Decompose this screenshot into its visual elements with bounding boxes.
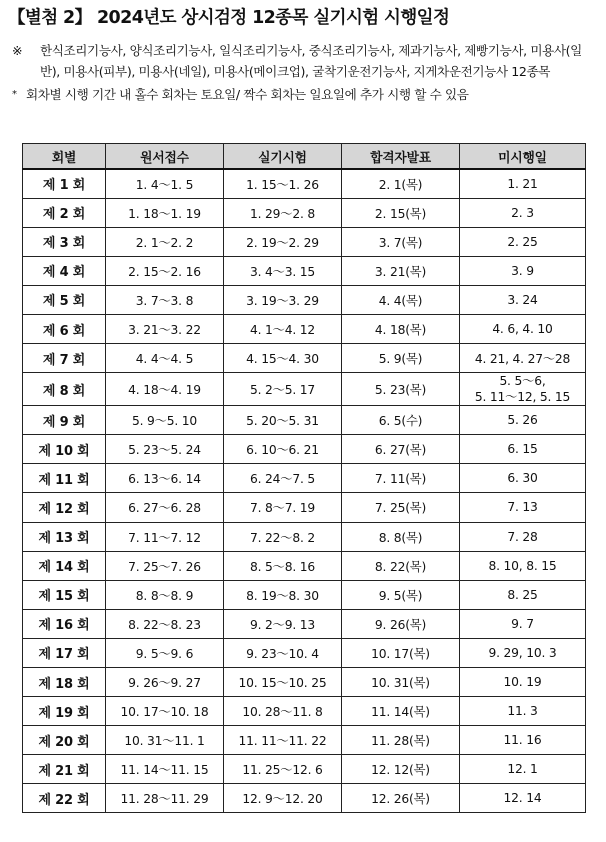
result-date-cell: 9. 26(목) xyxy=(342,609,460,638)
round-cell: 제 20 회 xyxy=(23,726,106,755)
application-period-cell: 4. 18～4. 19 xyxy=(106,373,224,406)
application-period-cell: 11. 14～11. 15 xyxy=(106,755,224,784)
application-period-cell: 10. 31～11. 1 xyxy=(106,726,224,755)
table-row xyxy=(23,373,586,406)
table-row xyxy=(23,668,586,697)
application-period-cell: 11. 28～11. 29 xyxy=(106,784,224,813)
result-date-cell: 4. 4(목) xyxy=(342,285,460,314)
non-exam-days-cell: 4. 21, 4. 27～28 xyxy=(460,344,586,373)
round-cell: 제 19 회 xyxy=(23,697,106,726)
result-date-cell: 5. 9(목) xyxy=(342,344,460,373)
application-period-cell: 10. 17～10. 18 xyxy=(106,697,224,726)
table-row xyxy=(23,697,586,726)
table-row xyxy=(23,169,586,198)
result-date-cell: 5. 23(목) xyxy=(342,373,460,406)
asterisk-icon: * xyxy=(12,89,17,100)
non-exam-days-cell: 2. 25 xyxy=(460,227,586,256)
table-row xyxy=(23,256,586,285)
table-row xyxy=(23,755,586,784)
exam-period-cell: 9. 23～10. 4 xyxy=(224,638,342,667)
target-items-note xyxy=(12,40,598,82)
non-exam-days-cell: 7. 13 xyxy=(460,493,586,522)
exam-period-cell: 3. 4～3. 15 xyxy=(224,256,342,285)
non-exam-days-cell: 6. 30 xyxy=(460,464,586,493)
non-exam-days-cell: 10. 19 xyxy=(460,668,586,697)
round-cell: 제 10 회 xyxy=(23,435,106,464)
non-exam-days-cell: 8. 25 xyxy=(460,580,586,609)
round-cell: 제 3 회 xyxy=(23,227,106,256)
result-date-cell: 8. 8(목) xyxy=(342,522,460,551)
exam-period-cell: 3. 19～3. 29 xyxy=(224,285,342,314)
non-exam-days-cell: 5. 26 xyxy=(460,406,586,435)
exam-period-cell: 4. 1～4. 12 xyxy=(224,314,342,343)
table-row xyxy=(23,522,586,551)
round-cell: 제 21 회 xyxy=(23,755,106,784)
result-date-cell: 2. 15(목) xyxy=(342,198,460,227)
table-row xyxy=(23,198,586,227)
application-period-cell: 8. 22～8. 23 xyxy=(106,609,224,638)
table-row xyxy=(23,726,586,755)
application-period-cell: 6. 27～6. 28 xyxy=(106,493,224,522)
application-period-cell: 3. 7～3. 8 xyxy=(106,285,224,314)
target-items-text: 한식조리기능사, 양식조리기능사, 일식조리기능사, 중식조리기능사, 제과기능사, 제빵기능사, 미용사(일반), 미용사(피부), 미용사(네일), 미용사(메이크업), 굴착기운전기능사, 지게차운전기능사 12종목 xyxy=(40,43,582,79)
non-exam-days-cell: 3. 9 xyxy=(460,256,586,285)
non-exam-days-cell: 12. 14 xyxy=(460,784,586,813)
application-period-cell: 1. 18～1. 19 xyxy=(106,198,224,227)
non-exam-days-cell: 12. 1 xyxy=(460,755,586,784)
notes-section xyxy=(12,40,598,105)
non-exam-days-cell: 7. 28 xyxy=(460,522,586,551)
round-cell: 제 13 회 xyxy=(23,522,106,551)
non-exam-days-cell: 11. 16 xyxy=(460,726,586,755)
header-round: 회별 xyxy=(23,144,106,170)
application-period-cell: 3. 21～3. 22 xyxy=(106,314,224,343)
non-exam-days-cell: 6. 15 xyxy=(460,435,586,464)
exam-schedule-table xyxy=(22,143,586,813)
result-date-cell: 2. 1(목) xyxy=(342,169,460,198)
round-cell: 제 5 회 xyxy=(23,285,106,314)
page-title: 【별첨 2】 2024년도 상시검정 12종목 실기시험 시행일정 xyxy=(8,8,450,28)
exam-period-cell: 2. 19～2. 29 xyxy=(224,227,342,256)
application-period-cell: 5. 23～5. 24 xyxy=(106,435,224,464)
round-cell: 제 12 회 xyxy=(23,493,106,522)
table-row xyxy=(23,551,586,580)
result-date-cell: 3. 7(목) xyxy=(342,227,460,256)
round-cell: 제 15 회 xyxy=(23,580,106,609)
header-non-exam-days: 미시행일 xyxy=(460,144,586,170)
round-cell: 제 2 회 xyxy=(23,198,106,227)
non-exam-days-cell: 4. 6, 4. 10 xyxy=(460,314,586,343)
result-date-cell: 8. 22(목) xyxy=(342,551,460,580)
exam-period-cell: 1. 29～2. 8 xyxy=(224,198,342,227)
table-row xyxy=(23,435,586,464)
table-body xyxy=(23,169,586,813)
exam-period-cell: 4. 15～4. 30 xyxy=(224,344,342,373)
round-cell: 제 9 회 xyxy=(23,406,106,435)
table-row xyxy=(23,609,586,638)
exam-period-cell: 10. 15～10. 25 xyxy=(224,668,342,697)
non-exam-days-cell: 2. 3 xyxy=(460,198,586,227)
exam-period-cell: 5. 2～5. 17 xyxy=(224,373,342,406)
result-date-cell: 4. 18(목) xyxy=(342,314,460,343)
result-date-cell: 12. 26(목) xyxy=(342,784,460,813)
round-cell: 제 16 회 xyxy=(23,609,106,638)
result-date-cell: 7. 11(목) xyxy=(342,464,460,493)
non-exam-days-cell: 3. 24 xyxy=(460,285,586,314)
round-cell: 제 22 회 xyxy=(23,784,106,813)
application-period-cell: 2. 15～2. 16 xyxy=(106,256,224,285)
header-practical-exam: 실기시험 xyxy=(224,144,342,170)
table-row xyxy=(23,464,586,493)
weekend-note xyxy=(12,84,598,105)
exam-period-cell: 12. 9～12. 20 xyxy=(224,784,342,813)
table-row xyxy=(23,285,586,314)
exam-period-cell: 7. 22～8. 2 xyxy=(224,522,342,551)
non-exam-days-cell: 1. 21 xyxy=(460,169,586,198)
result-date-cell: 6. 27(목) xyxy=(342,435,460,464)
application-period-cell: 7. 11～7. 12 xyxy=(106,522,224,551)
non-exam-days-cell: 5. 5～6, 5. 11～12, 5. 15 xyxy=(460,373,586,406)
application-period-cell: 7. 25～7. 26 xyxy=(106,551,224,580)
non-exam-days-cell: 9. 7 xyxy=(460,609,586,638)
table-row xyxy=(23,406,586,435)
result-date-cell: 3. 21(목) xyxy=(342,256,460,285)
non-exam-days-cell: 9. 29, 10. 3 xyxy=(460,638,586,667)
exam-period-cell: 6. 10～6. 21 xyxy=(224,435,342,464)
result-date-cell: 10. 31(목) xyxy=(342,668,460,697)
table-row xyxy=(23,314,586,343)
round-cell: 제 11 회 xyxy=(23,464,106,493)
round-cell: 제 17 회 xyxy=(23,638,106,667)
exam-period-cell: 1. 15～1. 26 xyxy=(224,169,342,198)
header-application: 원서접수 xyxy=(106,144,224,170)
exam-period-cell: 11. 11～11. 22 xyxy=(224,726,342,755)
round-cell: 제 8 회 xyxy=(23,373,106,406)
application-period-cell: 4. 4～4. 5 xyxy=(106,344,224,373)
application-period-cell: 9. 26～9. 27 xyxy=(106,668,224,697)
reference-mark-icon: ※ xyxy=(12,43,23,58)
result-date-cell: 12. 12(목) xyxy=(342,755,460,784)
result-date-cell: 11. 14(목) xyxy=(342,697,460,726)
application-period-cell: 9. 5～9. 6 xyxy=(106,638,224,667)
application-period-cell: 2. 1～2. 2 xyxy=(106,227,224,256)
table-row xyxy=(23,784,586,813)
application-period-cell: 6. 13～6. 14 xyxy=(106,464,224,493)
application-period-cell: 1. 4～1. 5 xyxy=(106,169,224,198)
table-row xyxy=(23,638,586,667)
application-period-cell: 8. 8～8. 9 xyxy=(106,580,224,609)
result-date-cell: 10. 17(목) xyxy=(342,638,460,667)
exam-period-cell: 7. 8～7. 19 xyxy=(224,493,342,522)
result-date-cell: 9. 5(목) xyxy=(342,580,460,609)
result-date-cell: 6. 5(수) xyxy=(342,406,460,435)
result-date-cell: 7. 25(목) xyxy=(342,493,460,522)
exam-period-cell: 10. 28～11. 8 xyxy=(224,697,342,726)
table-header-row xyxy=(23,144,586,170)
exam-period-cell: 11. 25～12. 6 xyxy=(224,755,342,784)
round-cell: 제 14 회 xyxy=(23,551,106,580)
table-row xyxy=(23,344,586,373)
table-row xyxy=(23,493,586,522)
header-result-announcement: 합격자발표 xyxy=(342,144,460,170)
table-row xyxy=(23,580,586,609)
result-date-cell: 11. 28(목) xyxy=(342,726,460,755)
round-cell: 제 7 회 xyxy=(23,344,106,373)
application-period-cell: 5. 9～5. 10 xyxy=(106,406,224,435)
non-exam-days-cell: 11. 3 xyxy=(460,697,586,726)
exam-period-cell: 6. 24～7. 5 xyxy=(224,464,342,493)
exam-period-cell: 9. 2～9. 13 xyxy=(224,609,342,638)
exam-period-cell: 8. 5～8. 16 xyxy=(224,551,342,580)
round-cell: 제 6 회 xyxy=(23,314,106,343)
round-cell: 제 4 회 xyxy=(23,256,106,285)
round-cell: 제 1 회 xyxy=(23,169,106,198)
exam-period-cell: 8. 19～8. 30 xyxy=(224,580,342,609)
exam-period-cell: 5. 20～5. 31 xyxy=(224,406,342,435)
table-row xyxy=(23,227,586,256)
round-cell: 제 18 회 xyxy=(23,668,106,697)
non-exam-days-cell: 8. 10, 8. 15 xyxy=(460,551,586,580)
weekend-note-text: 회차별 시행 기간 내 홀수 회차는 토요일/ 짝수 회차는 일요일에 추가 시행 할 수 있음 xyxy=(26,87,469,102)
